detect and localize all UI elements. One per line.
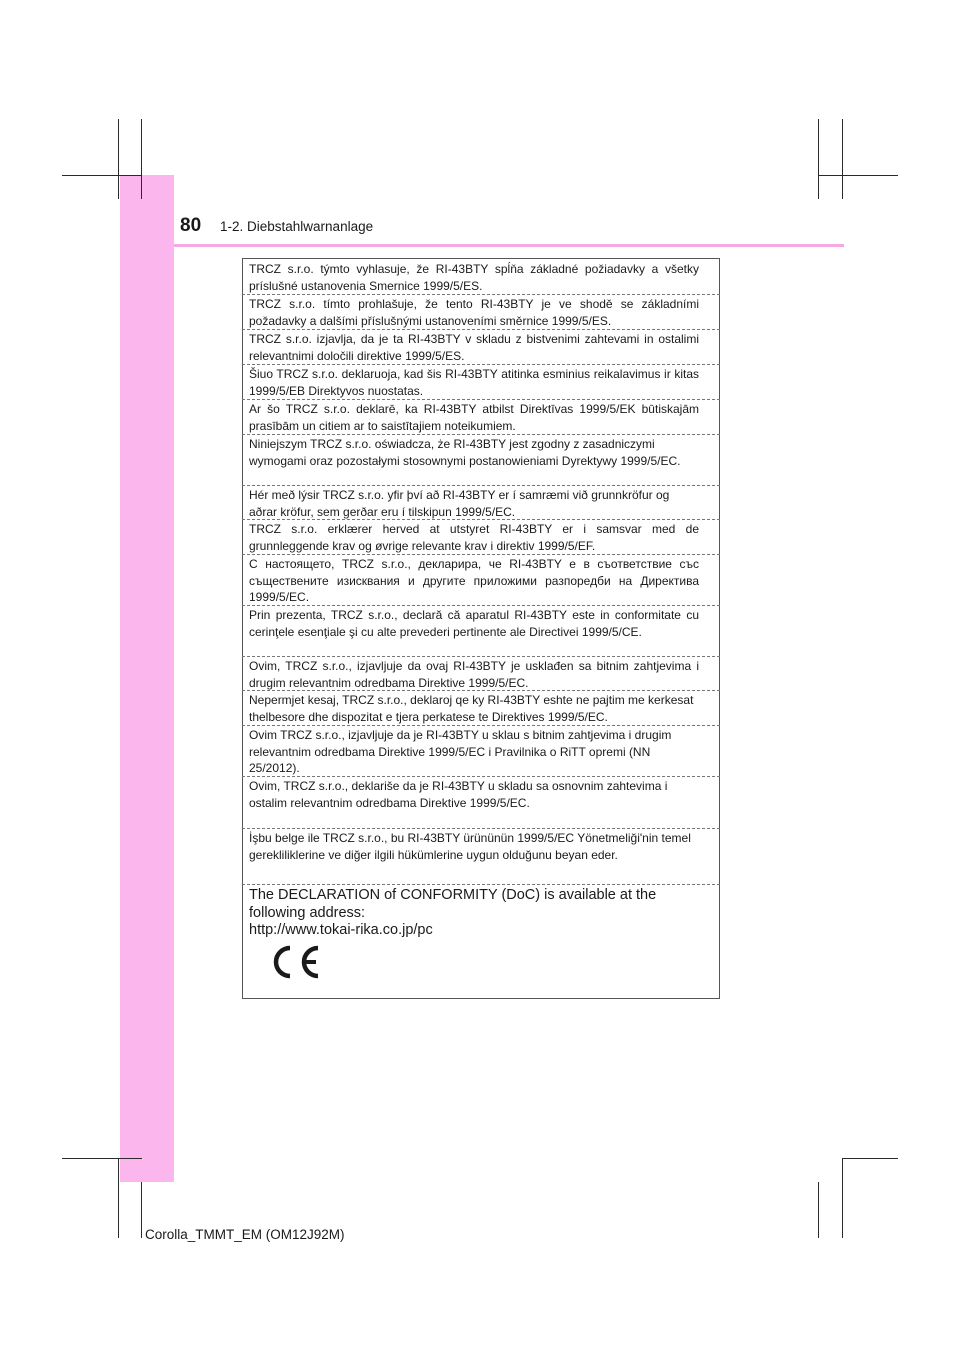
crop-mark [118,119,119,199]
declaration-polish: Niniejszym TRCZ s.r.o. oświadcza, że RI-43BTY jest zgodny z zasadniczymi wymogami oraz pozostałymi stosownymi postanowieniami Dyrektywy 1999/5/EC. [249,437,681,468]
pink-margin-strip [120,175,174,1182]
section-title: 1-2. Diebstahlwarnanlage [220,219,374,234]
row-divider [242,434,720,435]
declaration-lithuanian: Šiuo TRCZ s.r.o. deklaruoja, kad šis RI-43BTY atitinka esminius reikalavimus ir kitas 1999/5/EB Direktyvos nuostatas. [249,367,699,398]
crop-mark [842,1158,843,1238]
declaration-bosnian: Ovim, TRCZ s.r.o., izjavljuje da ovaj RI-43BTY je usklađen sa bitnim zahtjevima i drugim relevantnim odredbama Direktive 1999/5/EC. [249,659,699,690]
row-divider [242,294,720,295]
declaration-slovenian: TRCZ s.r.o. izjavlja, da je ta RI-43BTY v skladu z bistvenimi zahtevami in ostalimi relevantnimi določili direktive 1999/5/ES. [249,332,699,363]
declaration-romanian: Prin prezenta, TRCZ s.r.o., declară că aparatul RI-43BTY este in conformitate cu cerinţele esenţiale şi cu alte prevederi pertinente ale Directivei 1999/5/CE. [249,608,699,639]
row-divider [242,399,720,400]
crop-mark [118,1158,119,1238]
crop-mark [62,175,142,176]
crop-mark [62,1158,142,1159]
row-divider [242,364,720,365]
declaration-serbian: Ovim, TRCZ s.r.o., deklariše da je RI-43BTY u skladu sa osnovnim zahtevima i ostalim relevantnim odredbama Direktive 1999/5/EC. [249,779,668,810]
row-divider [242,690,720,691]
declaration-turkish: İşbu belge ile TRCZ s.r.o., bu RI-43BTY ürününün 1999/5/EC Yönetmeliği'nin temel gerekliliklerine ve diğer ilgili hükümlerine uygun olduğunu beyan eder. [249,831,691,862]
declaration-norwegian: TRCZ s.r.o. erklærer herved at utstyret RI-43BTY er i samsvar med de grunnleggende krav og øvrige relevante krav i direktiv 1999/5/EF. [249,522,699,553]
row-divider [242,605,720,606]
ce-mark-icon [268,944,324,980]
conformity-line-1: The DECLARATION of CONFORMITY (DoC) is available at the [249,887,657,903]
row-divider [242,828,720,829]
crop-mark [818,175,898,176]
crop-mark [842,1158,898,1159]
row-divider [242,519,720,520]
page-number: 80 [180,215,202,236]
conformity-url[interactable]: http://www.tokai-rika.co.jp/pc [249,922,433,938]
declaration-croatian: Ovim TRCZ s.r.o., izjavljuje da je RI-43BTY u sklau s bitnim zahtjevima i drugim relevantnim odredbama Direktive 1999/5/EC i Pravilnika o RiTT opremi (NN 25/2012). [249,728,672,775]
declaration-icelandic: Hér með lýsir TRCZ s.r.o. yfir því að RI-43BTY er í samræmi við grunnkröfur og aðrar kröfur, sem gerðar eru í tilskipun 1999/5/EC. [249,488,670,519]
row-divider [242,776,720,777]
declaration-albanian: Nepermjet kesaj, TRCZ s.r.o., deklaroj qe ky RI-43BTY eshte ne pajtim me kerkesat thelbesore dhe dispozitat e tjera perkatese te Direktives 1999/5/EC. [249,693,694,724]
conformity-line-2: following address: [249,904,366,921]
crop-mark [818,1182,819,1238]
declaration-czech: TRCZ s.r.o. tímto prohlašuje, že tento RI-43BTY je ve shodě se základními požadavky a dalšími příslušnými ustanoveními směrnice 1999/5/ES. [249,297,699,328]
row-divider [242,656,720,657]
row-divider [242,485,720,486]
declaration-bulgarian: С настоящето, TRCZ s.r.o., декларира, че RI-43BTY е в съответствие със съществените изисквания и другите приложими разпоредби на Директива 1999/5/ЕС. [249,557,699,604]
crop-mark [141,119,142,199]
header-rule [174,244,844,247]
row-divider [242,884,720,885]
row-divider [242,329,720,330]
row-divider [242,725,720,726]
conformity-statement [249,887,709,940]
declaration-latvian: Ar šo TRCZ s.r.o. deklarē, ka RI-43BTY atbilst Direktīvas 1999/5/EK būtiskajām prasībām un citiem ar to saistītajiem noteikumiem. [249,402,699,433]
crop-mark [818,119,819,199]
crop-mark [842,119,843,199]
declaration-slovak: TRCZ s.r.o. týmto vyhlasuje, že RI-43BTY spĺňa základné požiadavky a všetky príslušné ustanovenia Smernice 1999/5/ES. [249,262,699,293]
crop-mark [141,1182,142,1238]
row-divider [242,554,720,555]
document-code: Corolla_TMMT_EM (OM12J92M) [145,1227,345,1242]
